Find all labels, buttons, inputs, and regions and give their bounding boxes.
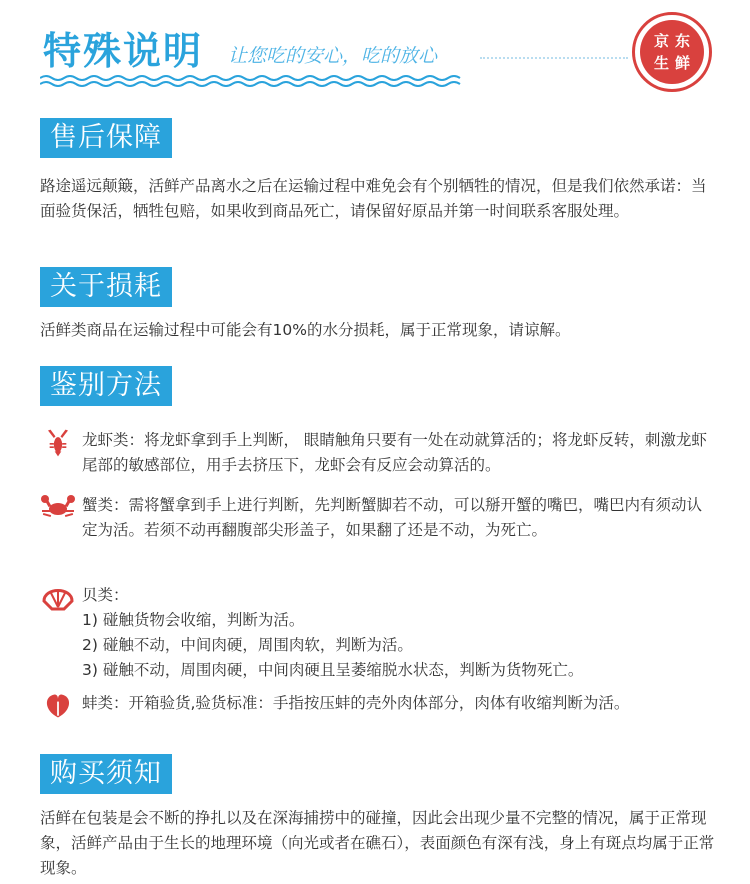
header [0,0,750,100]
purchase-heading: 购买须知 [40,754,172,794]
shell-icon [40,583,76,613]
after-sales-text: 路途遥远颠簸，活鲜产品离水之后在运输过程中难免会有个别牺牲的情况，但是我们依然承诺：当面验货保活，牺牲包赔，如果收到商品死亡，请保留好原品并第一时间联系客服处理。 [40,177,707,220]
seal-line-1: 京东 [653,32,696,50]
after-sales-heading: 售后保障 [40,118,172,158]
shell-line-1: 1) 碰触货物会收缩，判断为活。 [82,611,305,629]
loss-heading: 关于损耗 [40,267,172,307]
clam-text: 蚌类：开箱验货,验货标准：手指按压蚌的壳外肉体部分，肉体有收缩判断为活。 [82,694,630,712]
lobster-icon [40,428,76,458]
lobster-text: 龙虾类：将龙虾拿到手上判断， 眼睛触角只要有一处在动就算活的；将龙虾反转，刺激龙虾尾部的敏感部位，用手去挤压下，龙虾会有反应会动算活的。 [82,431,707,474]
crab-icon [40,493,76,523]
wave-divider [40,74,470,88]
loss-text: 活鲜类商品在运输过程中可能会有10%的水分损耗，属于正常现象，请谅解。 [40,321,571,339]
shell-line-3: 3) 碰触不动，周围肉硬，中间肉硬且呈萎缩脱水状态，判断为货物死亡。 [82,661,584,679]
shell-text [82,583,716,683]
jd-fresh-seal [632,12,712,92]
dotted-divider [480,57,628,59]
shell-title: 贝类： [82,586,129,604]
purchase-text: 活鲜在包装是会不断的挣扎以及在深海捕捞中的碰撞，因此会出现少量不完整的情况，属于正常现象，活鲜产品由于生长的地理环境（向光或者在礁石），表面颜色有深有浅，身上有斑点均属于正常现象。 [40,809,715,877]
page-subtitle: 让您吃的安心，吃的放心 [228,45,438,67]
seal-line-2: 生鲜 [653,54,696,72]
crab-text: 蟹类：需将蟹拿到手上进行判断，先判断蟹脚若不动，可以掰开蟹的嘴巴，嘴巴内有须动认定为活。若须不动再翻腹部尖形盖子，如果翻了还是不动，为死亡。 [82,496,703,539]
page-title: 特殊说明 [43,29,204,73]
identify-heading: 鉴别方法 [40,366,172,406]
shell-line-2: 2) 碰触不动，中间肉硬，周围肉软，判断为活。 [82,636,413,654]
clam-icon [40,691,76,721]
